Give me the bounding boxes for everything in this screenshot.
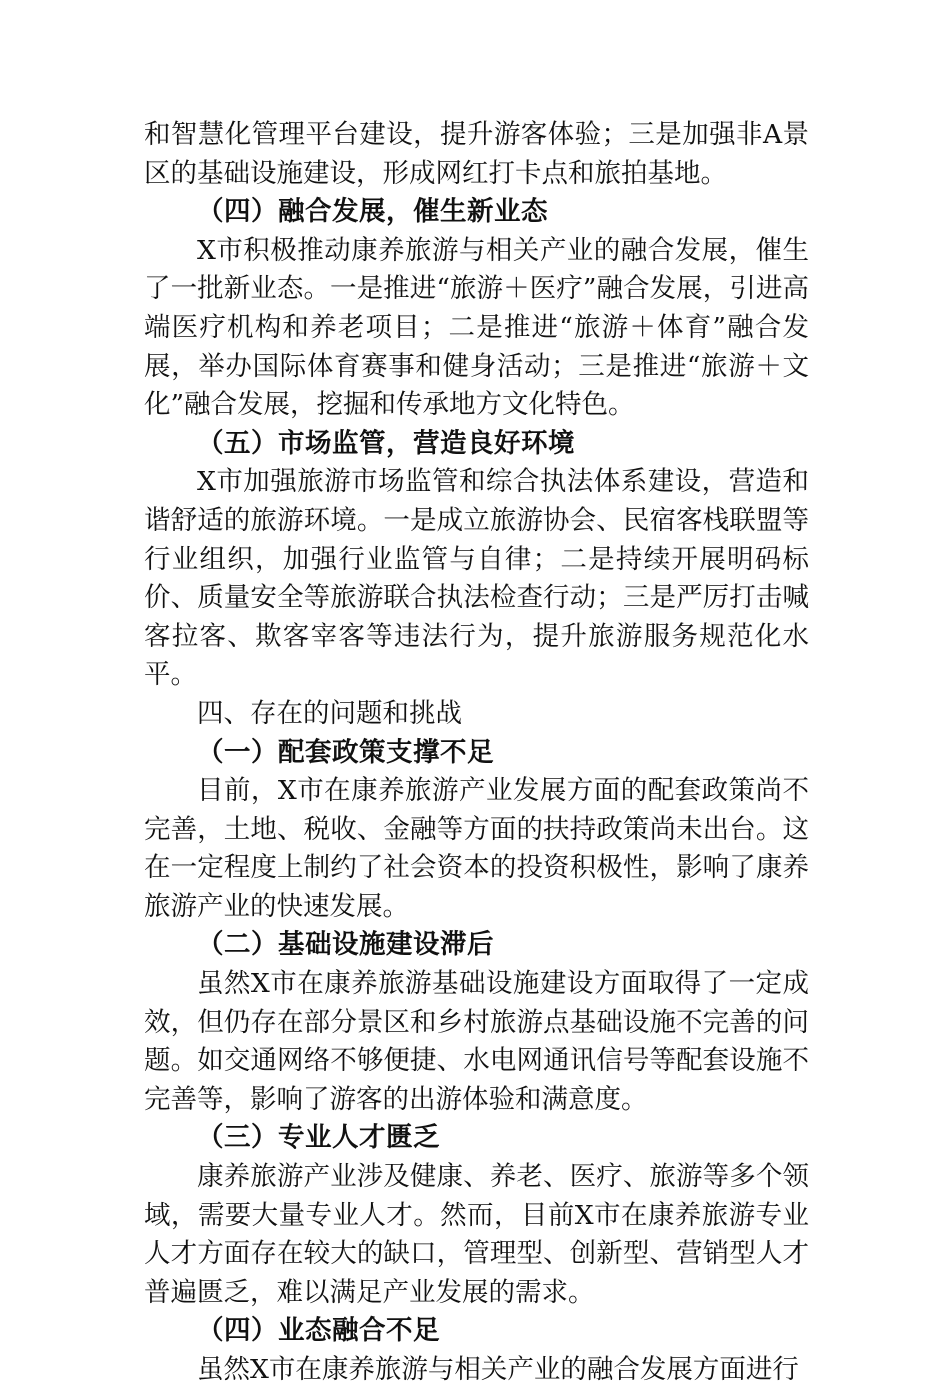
paragraph-infrastructure: 虽然X市在康养旅游基础设施建设方面取得了一定成效，但仍存在部分景区和乡村旅游点基础设施不完善的问题。如交通网络不够便捷、水电网通讯信号等配套设施不完善等，影响了游客的出游体验和满意度。 [144,968,809,1115]
subheading-integrated-development: （四）融合发展，催生新业态 [197,196,548,228]
paragraph-continued: 和智慧化管理平台建设，提升游客体验；三是加强非A景区的基础设施建设，形成网红打卡点和旅拍基地。 [144,119,809,189]
document-body [144,116,809,1390]
subheading-business-integration: （四）业态融合不足 [197,1315,440,1347]
subheading-talent-shortage: （三）专业人才匮乏 [197,1122,440,1154]
paragraph-policy-support: 目前，X市在康养旅游产业发展方面的配套政策尚不完善，土地、税收、金融等方面的扶持政策尚未出台。这在一定程度上制约了社会资本的投资积极性，影响了康养旅游产业的快速发展。 [144,775,809,922]
paragraph-integrated-development: X市积极推动康养旅游与相关产业的融合发展，催生了一批新业态。一是推进“旅游＋医疗”融合发展，引进高端医疗机构和养老项目；二是推进“旅游＋体育”融合发展，举办国际体育赛事和健身活动；三是推进“旅游＋文化”融合发展，挖掘和传承地方文化特色。 [144,234,809,421]
paragraph-talent-shortage: 康养旅游产业涉及健康、养老、医疗、旅游等多个领域，需要大量专业人才。然而，目前X市在康养旅游专业人才方面存在较大的缺口，管理型、创新型、营销型人才普遍匮乏，难以满足产业发展的需求。 [144,1161,809,1308]
paragraph-market-supervision: X市加强旅游市场监管和综合执法体系建设，营造和谐舒适的旅游环境。一是成立旅游协会、民宿客栈联盟等行业组织，加强行业监管与自律；二是持续开展明码标价、质量安全等旅游联合执法检查行动；三是严厉打击喊客拉客、欺客宰客等违法行为，提升旅游服务规范化水平。 [144,466,809,691]
subheading-policy-support: （一）配套政策支撑不足 [197,736,494,768]
subheading-market-supervision: （五）市场监管，营造良好环境 [197,427,575,459]
paragraph-business-integration: 虽然X市在康养旅游与相关产业的融合发展方面进行 [197,1354,799,1385]
section-heading-problems: 四、存在的问题和挑战 [197,697,462,729]
subheading-infrastructure: （二）基础设施建设滞后 [197,929,494,961]
